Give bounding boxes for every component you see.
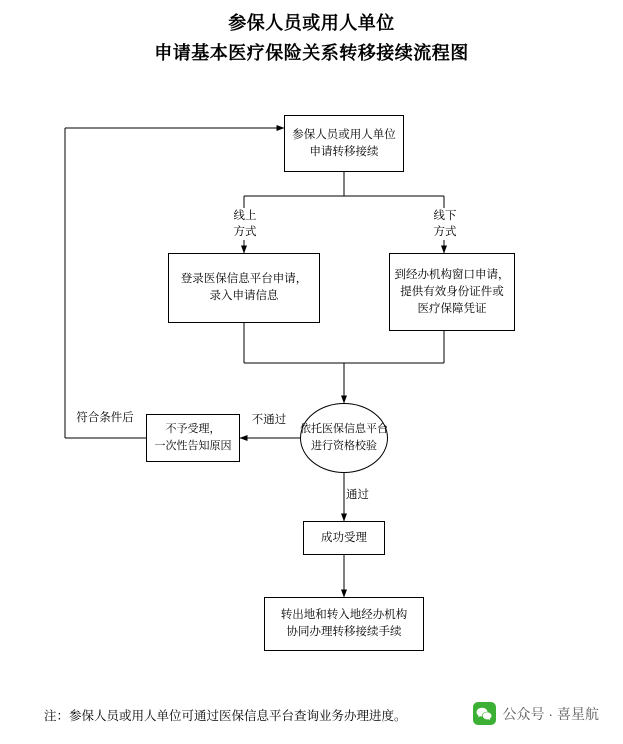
node-qualification-check-line-2: 进行资格校验: [311, 440, 377, 452]
node-online-apply-line-1: 登录医保信息平台申请，: [180, 273, 308, 285]
node-offline-apply-line-2: 提供有效身份证件或: [400, 285, 504, 298]
footer-note: 注：参保人员或用人单位可通过医保信息平台查询业务办理进度。: [44, 709, 407, 723]
label-check-fail: [240, 412, 298, 428]
title-line-2: 申请基本医疗保险关系转移接续流程图: [154, 43, 469, 63]
label-offline-branch: [416, 208, 474, 240]
label-online-branch-line-2: 方式: [233, 226, 257, 238]
node-online-apply-line-2: 录入申请信息: [209, 290, 279, 302]
node-qualification-check-line-1: 依托医保信息平台: [300, 423, 388, 435]
node-transfer-handling-line-2: 协同办理转移接续手续: [286, 626, 402, 638]
label-online-branch-line-1: 线上: [233, 210, 257, 222]
node-reject-line-1: 不予受理，: [165, 423, 221, 435]
node-reject-line-2: 一次性告知原因: [154, 440, 232, 452]
label-requalify-text: 符合条件后: [76, 412, 134, 424]
node-start: [284, 115, 404, 172]
node-transfer-handling-line-1: 转出地和转入地经办机构: [280, 609, 408, 621]
label-check-fail-text: 不通过: [251, 414, 287, 426]
node-reject: [146, 414, 240, 462]
title-line-1: 参保人员或用人单位: [228, 13, 395, 33]
node-offline-apply-line-3: 医疗保障凭证: [417, 302, 487, 315]
node-qualification-check: [300, 403, 388, 473]
node-offline-apply: [389, 253, 515, 331]
label-online-branch: [216, 208, 274, 240]
wechat-account-name: 公众号 · 喜星航: [502, 705, 599, 722]
node-start-line-1: 参保人员或用人单位: [292, 128, 396, 141]
node-transfer-handling: [264, 597, 424, 651]
wechat-account-badge: [473, 702, 599, 725]
label-requalify: [68, 410, 142, 426]
node-accepted: [303, 521, 385, 555]
node-accepted-text: 成功受理: [321, 531, 367, 544]
node-start-line-2: 申请转移接续: [309, 145, 379, 158]
label-check-pass: [346, 487, 390, 503]
wechat-icon: [473, 702, 496, 725]
label-offline-branch-line-2: 方式: [433, 226, 457, 238]
node-offline-apply-line-1: 到经办机构窗口申请，: [394, 268, 510, 281]
label-check-pass-text: 通过: [346, 489, 369, 501]
label-offline-branch-line-1: 线下: [433, 210, 457, 222]
node-online-apply: [168, 253, 320, 323]
